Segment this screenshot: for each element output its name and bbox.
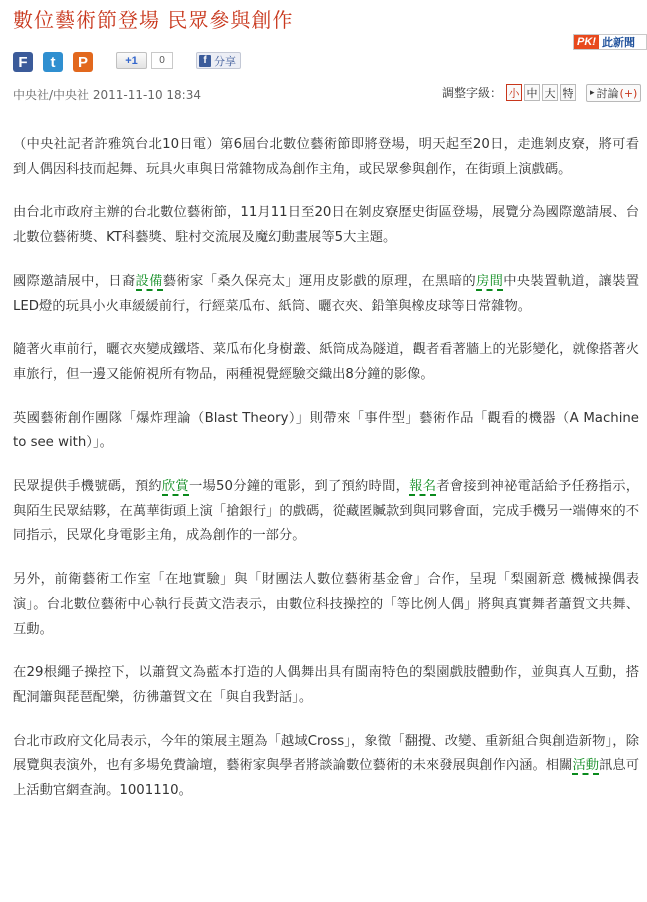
article-paragraph: 在29根繩子操控下，以蕭賀文為藍本打造的人偶舞出具有閩南特色的梨園戲肢體動作，並與真人互動，搭配洞簫與琵琶配樂，彷彿蕭賀文在「與自我對話」。	[13, 665, 639, 705]
paragraph-text: 民眾提供手機號碼，預約	[13, 479, 162, 495]
keyword-link-register[interactable]: 報名	[409, 479, 437, 495]
paragraph-text: 國際邀請展中，日裔	[13, 273, 136, 289]
google-plus-widget	[116, 52, 173, 69]
article-paragraph: 英國藝術創作團隊「爆炸理論（Blast Theory）」則帶來「事件型」藝術作品「觀看的機器（A Machine to see with）」。	[13, 410, 639, 451]
discuss-plus: (+)	[619, 86, 638, 100]
paragraph-text: 一場50分鐘的電影，到了預約時間，	[188, 479, 410, 495]
font-size-small-button[interactable]: 小	[506, 84, 522, 101]
font-size-control	[442, 84, 578, 101]
article-paragraph: （中央社記者許雅筑台北10日電）第6屆台北數位藝術節即將登場，明天起至20日，走進剝皮寮，將可看到人偶因科技而起舞、玩具火車與日常雜物成為創作主角，或民眾參與創作，在街頭上演戲碼。	[13, 137, 639, 177]
google-plus-count: 0	[151, 52, 173, 69]
font-size-large-button[interactable]: 大	[542, 84, 558, 101]
pk-logo-text: 此新聞	[601, 37, 635, 49]
paragraph-text: 者會接到神祕電話給予任務指示，與陌生民眾結夥，在萬華街頭上演「搶銀行」的戲碼，從藏匿贓款到與同夥會面，完成手機另一端傳來的不同指示，民眾化身電影主角，成為創作的一部分。	[13, 479, 640, 544]
paragraph-text: 藝術家「桑久保亮太」運用皮影戲的原理，在黑暗的	[162, 273, 476, 289]
article-paragraph: 另外，前衛藝術工作室「在地實驗」與「財團法人數位藝術基金會」合作，呈現「梨園新意 機械操偶表演」。台北數位藝術中心執行長黃文浩表示，由數位科技操控的「等比例人偶」將與真實舞者蕭賀文共舞、互動。	[13, 572, 639, 637]
article-body	[13, 133, 639, 823]
font-size-extra-large-button[interactable]: 特	[560, 84, 576, 101]
font-size-medium-button[interactable]: 中	[524, 84, 540, 101]
plurk-share-icon[interactable]: P	[73, 52, 93, 72]
keyword-link-room[interactable]: 房間	[475, 273, 504, 289]
article-byline: 中央社/中央社 2011-11-10 18:34	[13, 88, 201, 102]
font-size-label: 調整字級：	[442, 86, 503, 100]
facebook-icon: f	[199, 55, 211, 67]
article-paragraph: 隨著火車前行，曬衣夾變成鐵塔、菜瓜布化身樹叢、紙筒成為隧道，觀者看著牆上的光影變化，就像搭著火車旅行，但一邊又能俯視所有物品，兩種視覺經驗交織出8分鐘的影像。	[13, 342, 639, 382]
keyword-link-activity[interactable]: 活動	[572, 758, 600, 774]
pk-news-logo[interactable]	[573, 34, 647, 50]
google-plus-one-button[interactable]: +1	[116, 52, 147, 69]
twitter-share-icon[interactable]: t	[43, 52, 63, 72]
page-title: 數位藝術節登場 民眾參與創作	[13, 8, 294, 32]
discuss-label: 討論	[596, 87, 619, 100]
facebook-share-icon[interactable]: F	[13, 52, 33, 72]
article-paragraph	[13, 730, 639, 804]
facebook-share-button[interactable]	[196, 52, 241, 69]
paragraph-text: 台北市政府文化局表示，今年的策展主題為「越域Cross」，象徵「翻攪、改變、重新組合與創造新物」，除展覽與表演外，也有多場免費論壇，藝術家與學者將談論數位藝術的未來發展與創作內涵。相關	[13, 733, 639, 774]
paragraph-text: 中央裝置軌道，讓裝置LED燈的玩具小火車緩緩前行，行經菜瓜布、紙筒、曬衣夾、鉛筆與橡皮球等日常雜物。	[13, 273, 640, 314]
paragraph-text: 訊息可上活動官網查詢。1001110。	[13, 758, 640, 799]
article-paragraph	[13, 475, 639, 549]
discuss-button[interactable]	[586, 84, 641, 102]
facebook-share-label: 分享	[214, 54, 236, 68]
article-paragraph: 由台北市政府主辦的台北數位藝術節，11月11日至20日在剝皮寮歷史街區登場，展覽分為國際邀請展、台北數位藝術獎、KT科藝獎、駐村交流展及魔幻動畫展等5大主題。	[13, 205, 639, 246]
keyword-link-appreciate[interactable]: 欣賞	[161, 479, 189, 495]
keyword-link-equipment[interactable]: 設備	[135, 273, 163, 289]
pk-badge: PK!	[574, 35, 599, 49]
chevron-right-icon: ▸	[590, 88, 595, 98]
article-paragraph	[13, 270, 639, 319]
